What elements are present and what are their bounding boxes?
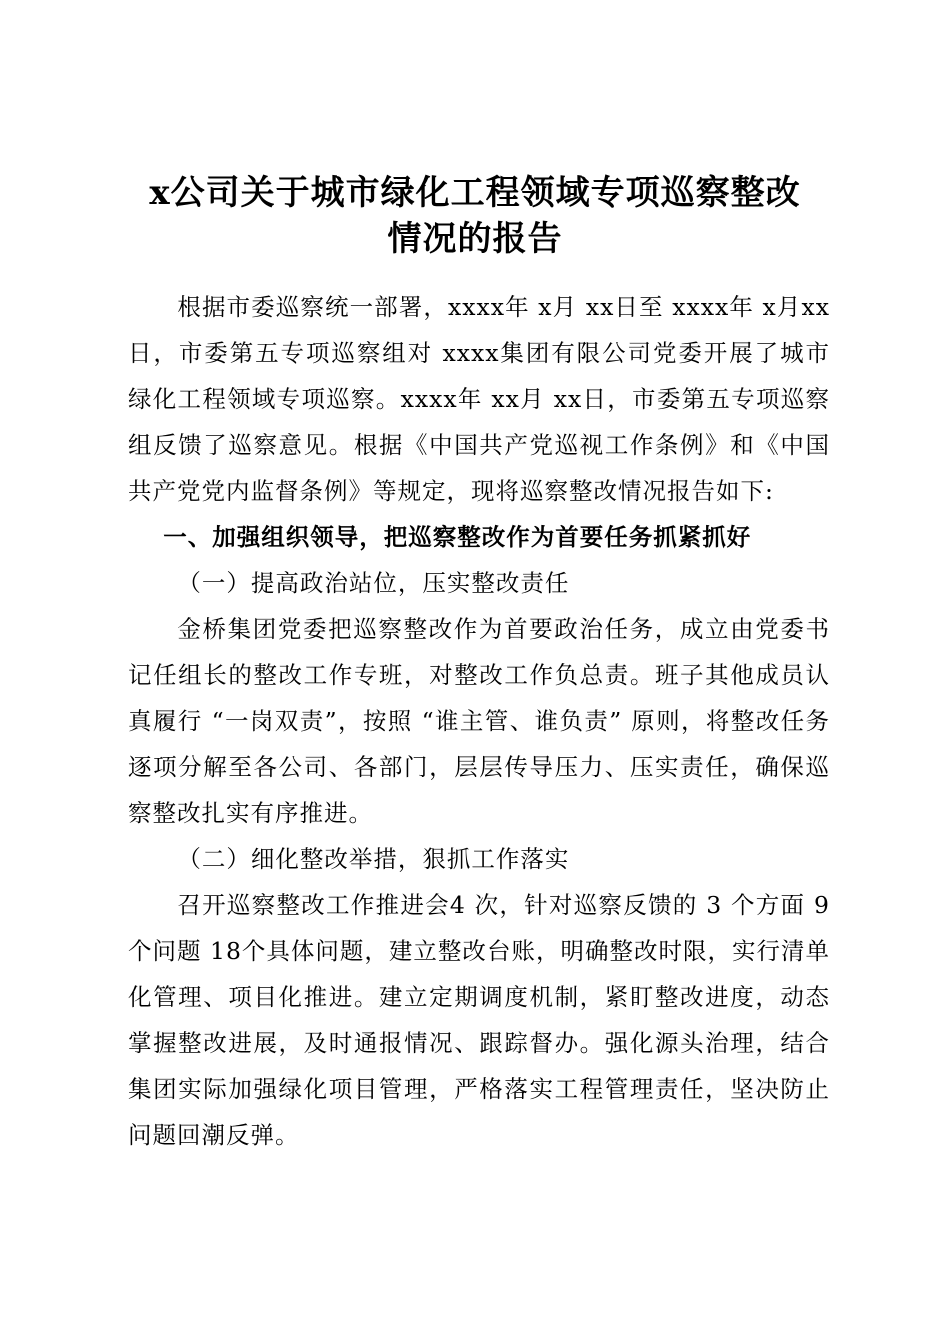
subsection-2-paragraph: 召开巡察整改工作推进会4 次，针对巡察反馈的 3 个方面 9个问题 18个具体问题，建立整改台账，明确整改时限，实行清单化管理、项目化推进。建立定期调度机制，紧盯整改进度，动态掌握整改进展，及时通报情况、跟踪督办。强化源头治理，结合集团实际加强绿化项目管理，严格落实工程管理责任，坚决防止问题回潮反弹。 [128, 891, 830, 1149]
document-body [128, 284, 830, 1158]
subsection-1-heading: （一）提高政治站位，压实整改责任 [177, 569, 570, 597]
subsection-1-paragraph: 金桥集团党委把巡察整改作为首要政治任务，成立由党委书记任组长的整改工作专班，对整改工作负总责。班子其他成员认真履行 “一岗双责”，按照 “谁主管、谁负责” 原则，将整改任务逐项分解至各公司、各部门，层层传导压力、压实责任，确保巡察整改扎实有序推进。 [128, 615, 830, 827]
document-title-line-1: x公司关于城市绿化工程领域专项巡察整改 [149, 173, 801, 213]
section-1-heading: 一、加强组织领导，把巡察整改作为首要任务抓紧抓好 [163, 523, 752, 551]
subsection-2-heading: （二）细化整改举措，狠抓工作落实 [177, 845, 570, 873]
document-title-line-2: 情况的报告 [387, 219, 563, 259]
intro-paragraph: 根据市委巡察统一部署，xxxx年 x月 xx日至 xxxx年 x月xx日，市委第五专项巡察组对 xxxx集团有限公司党委开展了城市绿化工程领域专项巡察。xxxx年 xx月 xx日，市委第五专项巡察组反馈了巡察意见。根据《中国共产党巡视工作条例》和《中国共产党党内监督条例》等规定，现将巡察整改情况报告如下: [128, 293, 830, 505]
